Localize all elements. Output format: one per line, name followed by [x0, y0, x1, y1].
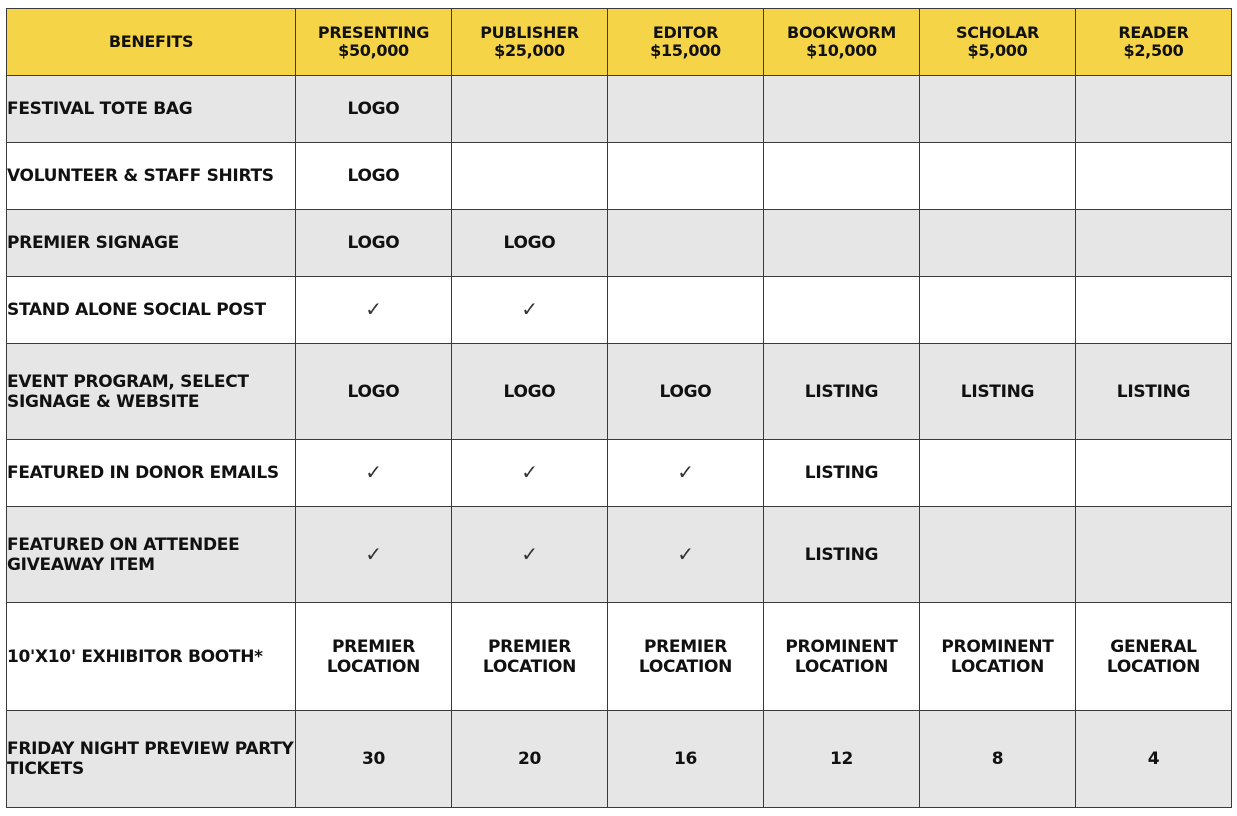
check-icon: ✓ — [521, 541, 538, 566]
benefit-value-cell — [920, 440, 1076, 507]
check-icon — [452, 507, 608, 603]
benefit-value-cell — [920, 76, 1076, 143]
benefit-value-cell: PROMINENT LOCATION — [764, 603, 920, 711]
benefit-label: STAND ALONE SOCIAL POST — [7, 277, 296, 344]
table-row — [7, 344, 1232, 440]
benefit-value-cell — [1076, 76, 1232, 143]
benefit-value-cell: LISTING — [764, 344, 920, 440]
benefit-value-cell: PREMIER LOCATION — [452, 603, 608, 711]
benefit-value-cell — [764, 277, 920, 344]
check-icon: ✓ — [521, 297, 538, 321]
benefit-value-cell: LOGO — [296, 76, 452, 143]
benefit-value-cell: LOGO — [452, 210, 608, 277]
benefit-label: FEATURED IN DONOR EMAILS — [7, 440, 296, 507]
benefit-value-cell — [920, 143, 1076, 210]
benefit-label: PREMIER SIGNAGE — [7, 210, 296, 277]
benefit-value-cell: 16 — [608, 711, 764, 808]
benefit-label: EVENT PROGRAM, SELECT SIGNAGE & WEBSITE — [7, 344, 296, 440]
benefit-value-cell — [920, 507, 1076, 603]
benefit-label: VOLUNTEER & STAFF SHIRTS — [7, 143, 296, 210]
benefit-value-cell: 8 — [920, 711, 1076, 808]
benefit-value-cell — [608, 143, 764, 210]
benefit-value-cell: LOGO — [296, 143, 452, 210]
table-row — [7, 711, 1232, 808]
table-row — [7, 507, 1232, 603]
benefit-value-cell — [920, 277, 1076, 344]
benefit-label: 10'X10' EXHIBITOR BOOTH* — [7, 603, 296, 711]
header-benefits: BENEFITS — [7, 9, 296, 76]
check-icon: ✓ — [677, 541, 694, 566]
benefit-value-cell — [1076, 440, 1232, 507]
check-icon: ✓ — [365, 541, 382, 566]
check-icon — [452, 277, 608, 344]
benefit-value-cell — [1076, 143, 1232, 210]
benefit-value-cell — [608, 76, 764, 143]
benefit-value-cell — [608, 210, 764, 277]
benefit-label: FESTIVAL TOTE BAG — [7, 76, 296, 143]
benefit-value-cell — [608, 277, 764, 344]
check-icon — [608, 440, 764, 507]
table-row — [7, 143, 1232, 210]
header-editor: EDITOR $15,000 — [608, 9, 764, 76]
benefit-value-cell: 4 — [1076, 711, 1232, 808]
benefit-value-cell: LOGO — [296, 210, 452, 277]
check-icon: ✓ — [365, 297, 382, 321]
header-bookworm: BOOKWORM $10,000 — [764, 9, 920, 76]
benefit-value-cell: 20 — [452, 711, 608, 808]
table-row — [7, 210, 1232, 277]
benefit-value-cell: GENERAL LOCATION — [1076, 603, 1232, 711]
benefit-value-cell: LOGO — [452, 344, 608, 440]
table-row — [7, 76, 1232, 143]
benefit-value-cell: PREMIER LOCATION — [296, 603, 452, 711]
check-icon — [296, 277, 452, 344]
benefit-value-cell — [764, 143, 920, 210]
benefit-value-cell — [1076, 277, 1232, 344]
benefit-value-cell: PREMIER LOCATION — [608, 603, 764, 711]
benefit-value-cell — [1076, 507, 1232, 603]
benefit-label: FRIDAY NIGHT PREVIEW PARTY TICKETS — [7, 711, 296, 808]
benefit-value-cell: 30 — [296, 711, 452, 808]
benefit-value-cell — [764, 210, 920, 277]
header-reader: READER $2,500 — [1076, 9, 1232, 76]
header-row — [7, 9, 1232, 76]
header-scholar: SCHOLAR $5,000 — [920, 9, 1076, 76]
benefit-value-cell: LOGO — [608, 344, 764, 440]
check-icon: ✓ — [365, 460, 382, 484]
benefit-value-cell — [452, 143, 608, 210]
check-icon — [296, 507, 452, 603]
benefit-value-cell: LISTING — [1076, 344, 1232, 440]
benefit-value-cell: LISTING — [764, 507, 920, 603]
sponsorship-benefits-table — [6, 8, 1232, 808]
benefit-value-cell — [764, 76, 920, 143]
header-publisher: PUBLISHER $25,000 — [452, 9, 608, 76]
benefit-value-cell: 12 — [764, 711, 920, 808]
benefit-value-cell: LOGO — [296, 344, 452, 440]
check-icon — [296, 440, 452, 507]
table-row — [7, 277, 1232, 344]
benefit-value-cell: LISTING — [920, 344, 1076, 440]
benefit-value-cell — [1076, 210, 1232, 277]
table-row — [7, 440, 1232, 507]
benefit-value-cell — [920, 210, 1076, 277]
check-icon — [452, 440, 608, 507]
check-icon: ✓ — [677, 460, 694, 484]
check-icon — [608, 507, 764, 603]
benefit-value-cell: PROMINENT LOCATION — [920, 603, 1076, 711]
benefit-label: FEATURED ON ATTENDEE GIVEAWAY ITEM — [7, 507, 296, 603]
benefit-value-cell: LISTING — [764, 440, 920, 507]
header-presenting: PRESENTING $50,000 — [296, 9, 452, 76]
check-icon: ✓ — [521, 460, 538, 484]
table-row — [7, 603, 1232, 711]
benefit-value-cell — [452, 76, 608, 143]
